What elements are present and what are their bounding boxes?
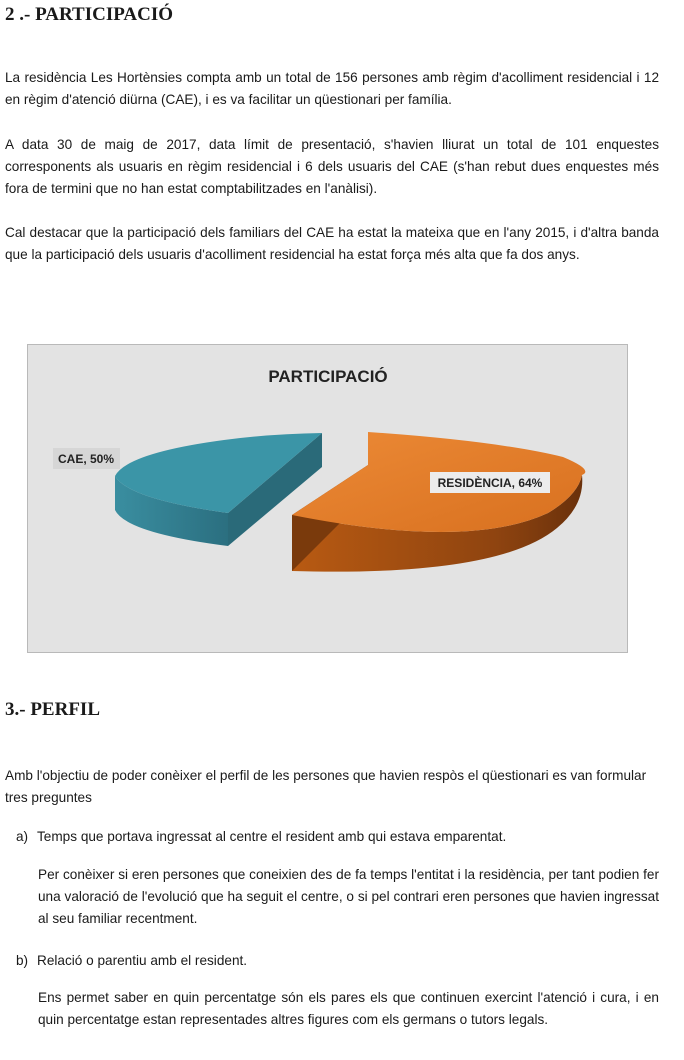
list-item-b-text: Relació o parentiu amb el resident.	[37, 953, 248, 968]
data-label-residencia: RESIDÈNCIA, 64%	[437, 476, 543, 490]
chart-title: PARTICIPACIÓ	[268, 367, 388, 386]
paragraph-participacio-1: La residència Les Hortènsies compta amb un total de 156 persones amb règim d'acolliment residencial i 12 en règim d'atenció diürna (CAE), i es va facilitar un qüestionari per família.	[5, 70, 659, 107]
list-item-a	[16, 826, 506, 848]
participation-chart	[27, 344, 628, 653]
list-marker-a: a)	[16, 829, 29, 844]
section-heading-perfil: 3.- PERFIL	[5, 699, 100, 720]
list-marker-b: b)	[16, 953, 29, 968]
list-item-b	[16, 950, 247, 972]
paragraph-item-a-detail: Per conèixer si eren persones que coneixien des de fa temps l'entitat i la residència, per tant podien fer una valoració de l'evolució que ha seguit el centre, o si pel contrari eren persones que havien ingressat al seu familiar recentment.	[38, 867, 659, 926]
paragraph-perfil-intro: Amb l'objectiu de poder conèixer el perfil de les persones que havien respòs el qüestionari es van formular tres preguntes	[5, 768, 647, 805]
section-heading-participacio: 2 .- PARTICIPACIÓ	[5, 4, 174, 25]
paragraph-participacio-2: A data 30 de maig de 2017, data límit de presentació, s'havien lliurat un total de 101 enquestes corresponents als usuaris en règim residencial i 6 dels usuaris del CAE (s'han rebut dues enquestes més fora de termini que no han estat comptabilitzades en l'anàlisi).	[5, 137, 659, 196]
list-item-a-text: Temps que portava ingressat al centre el resident amb qui estava emparentat.	[37, 829, 507, 844]
chart-svg	[28, 345, 629, 654]
data-label-cae: CAE, 50%	[57, 452, 115, 466]
paragraph-item-b-detail: Ens permet saber en quin percentatge són els pares els que continuen exercint l'atenció i cura, i en quin percentatge estan representades altres figures com els germans o tutors legals.	[38, 990, 659, 1027]
paragraph-participacio-3: Cal destacar que la participació dels familiars del CAE ha estat la mateixa que en l'any 2015, i d'altra banda que la participació dels usuaris d'acolliment residencial ha estat força més alta que fa dos anys.	[5, 225, 659, 262]
